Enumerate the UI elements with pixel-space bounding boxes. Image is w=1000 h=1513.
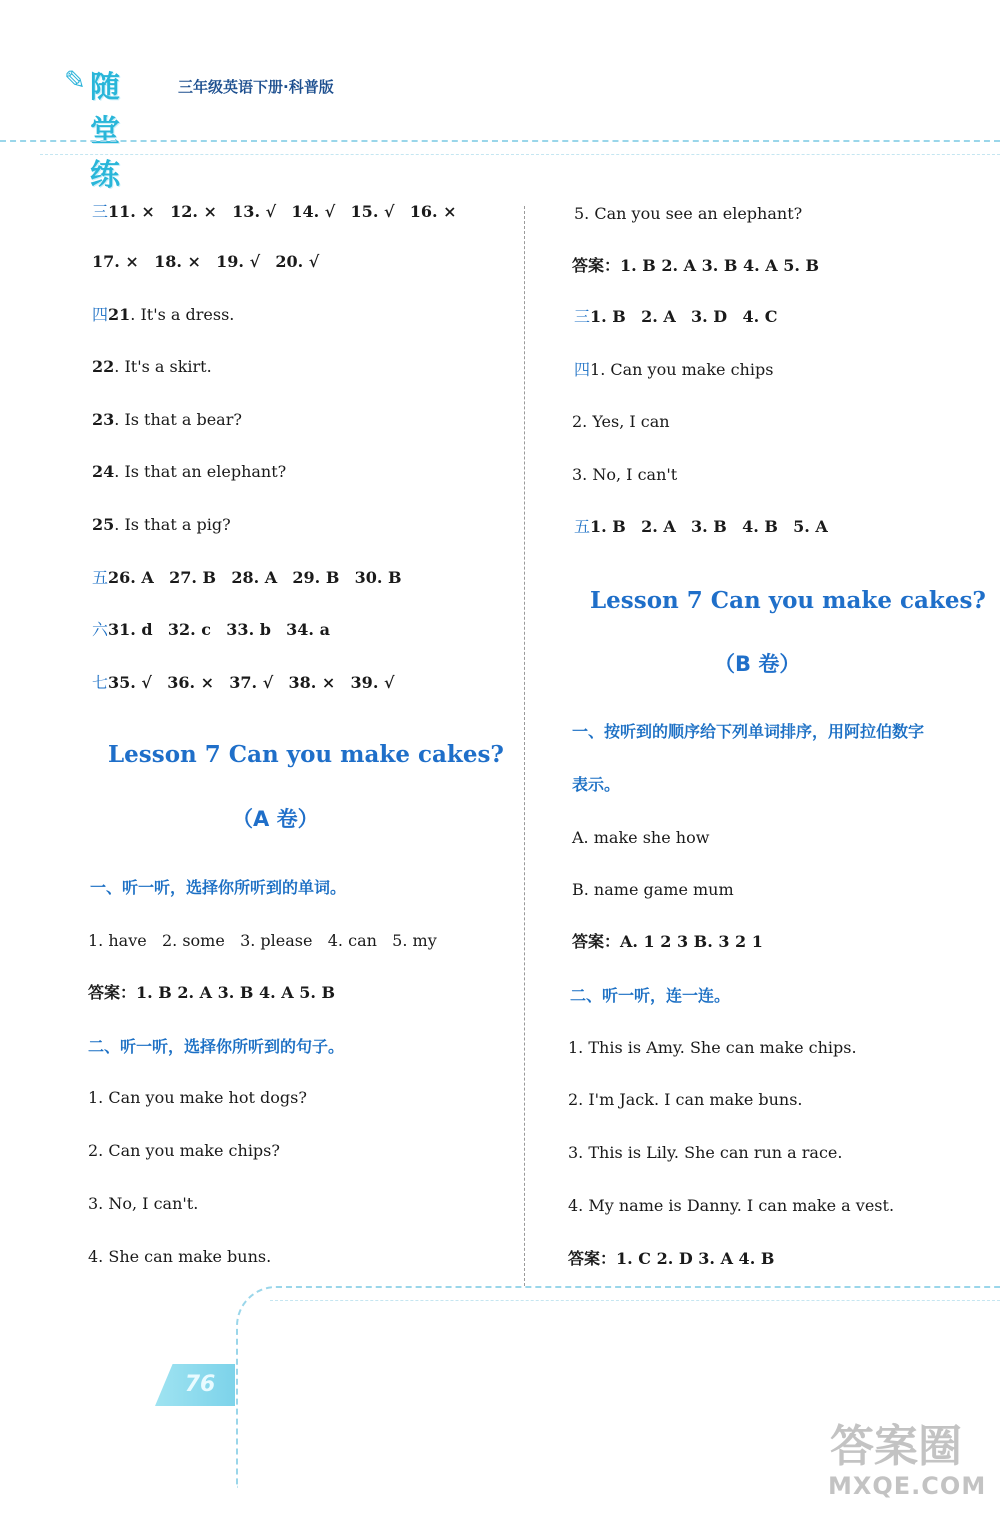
answer-row-san-2: [92, 252, 319, 272]
section-number: 三: [92, 202, 109, 221]
list-item: 1. have: [88, 931, 147, 950]
word-list: [88, 931, 437, 951]
answer-item: 17. ×: [92, 252, 139, 271]
word-row-b: B. name game mum: [572, 880, 734, 899]
answer-item: 30. B: [354, 568, 402, 587]
answer-item: 26. A: [108, 568, 154, 587]
lesson-title-a: Lesson 7 Can you make cakes?: [108, 741, 504, 768]
footer-divider: [270, 1300, 1000, 1301]
word-row-a: A. make she how: [572, 828, 710, 847]
list-item: 1. Can you make hot dogs?: [88, 1088, 307, 1107]
section-heading: 二、听一听，连一连。: [570, 986, 731, 1005]
list-item: 3. please: [240, 931, 313, 950]
item-number: 21: [108, 305, 131, 324]
list-item: 1. This is Amy. She can make chips.: [568, 1038, 857, 1057]
answer-item: 14. √: [291, 202, 336, 221]
list-item: 2. some: [161, 931, 225, 950]
answer-item: 15. √: [350, 202, 395, 221]
item-number: 24: [92, 462, 115, 481]
answer-line: 答案：1. C 2. D 3. A 4. B: [568, 1249, 775, 1268]
header-divider-secondary: [40, 154, 1000, 155]
answer-item: 39. √: [350, 673, 395, 692]
list-item: 4. can: [327, 931, 377, 950]
answer-row-25: 25. Is that a pig?: [92, 515, 231, 534]
page-number: 76: [184, 1372, 216, 1397]
section-number: 五: [574, 517, 591, 536]
answer-item: 35. √: [108, 673, 152, 692]
answer-item: 3. D: [691, 307, 728, 326]
answer-item: 37. √: [229, 673, 274, 692]
section-number: 六: [92, 620, 109, 639]
answer-item: 19. √: [216, 252, 261, 271]
list-item: 4. She can make buns.: [88, 1247, 272, 1266]
list-item: 4. My name is Danny. I can make a vest.: [568, 1196, 895, 1215]
section-heading-cont: 表示。: [572, 775, 621, 794]
answer-item: 5. A: [793, 517, 828, 536]
answer-row-24: 24. Is that an elephant?: [92, 462, 287, 481]
item-number: 25: [92, 515, 115, 534]
answer-item: 1. B: [590, 517, 626, 536]
answer-row-san-right: [574, 307, 777, 327]
answer-text: It's a dress.: [140, 305, 235, 324]
answer-item: 13. √: [232, 202, 277, 221]
paper-title-a: （A 卷）: [232, 807, 319, 831]
lesson-title-b: Lesson 7 Can you make cakes?: [590, 587, 986, 614]
answer-item: 3. B: [691, 517, 727, 536]
list-item: 5. my: [392, 931, 437, 950]
answer-item: 1. B: [590, 307, 626, 326]
section-number: 四: [574, 360, 591, 379]
watermark-text: 答案圈: [830, 1421, 962, 1472]
list-item: 3. This is Lily. She can run a race.: [568, 1143, 843, 1162]
answer-row-wu-right: [574, 517, 828, 537]
answer-row-si-right: [574, 360, 773, 380]
answer-item: 38. ×: [288, 673, 336, 692]
list-item: 3. No, I can't: [572, 465, 678, 484]
watermark-url: MXQE.COM: [828, 1472, 987, 1500]
item-number: 22: [92, 357, 115, 376]
answer-line: 答案：1. B 2. A 3. B 4. A 5. B: [88, 983, 336, 1002]
list-item: 2. Can you make chips?: [88, 1141, 280, 1160]
list-item: 2. I'm Jack. I can make buns.: [568, 1090, 803, 1109]
answer-text: Is that a bear?: [124, 410, 242, 429]
answer-item: 12. ×: [170, 202, 217, 221]
section-number: 三: [574, 307, 591, 326]
answer-row-liu: [92, 620, 330, 640]
answer-text: 1. Can you make chips: [590, 360, 774, 379]
answer-item: 2. A: [641, 517, 676, 536]
watermark-logo: [820, 1410, 990, 1510]
brand-logo: 随堂练: [90, 70, 121, 193]
answer-item: 31. d: [108, 620, 153, 639]
section-number: 七: [92, 673, 109, 692]
answer-row-23: 23. Is that a bear?: [92, 410, 242, 429]
section-number: 四: [92, 305, 109, 324]
answer-line: 答案：A. 1 2 3 B. 3 2 1: [572, 932, 763, 951]
list-item: 5. Can you see an elephant?: [574, 204, 803, 223]
header-divider: [0, 140, 1000, 142]
answer-item: 29. B: [292, 568, 340, 587]
answer-row-san: [92, 202, 457, 222]
section-heading: 一、听一听，选择你所听到的单词。: [90, 878, 347, 897]
answer-item: 36. ×: [167, 673, 215, 692]
section-heading: 二、听一听，选择你所听到的句子。: [88, 1037, 345, 1056]
answer-item: 32. c: [167, 620, 212, 639]
pen-icon: ✎: [64, 66, 86, 96]
item-number: 23: [92, 410, 115, 429]
answer-text: It's a skirt.: [124, 357, 212, 376]
answer-item: 4. B: [742, 517, 778, 536]
answer-row-wu: [92, 568, 402, 588]
answer-item: 18. ×: [154, 252, 201, 271]
answer-item: 34. a: [286, 620, 330, 639]
section-heading: 一、按听到的顺序给下列单词排序，用阿拉伯数字: [572, 722, 925, 741]
answer-text: Is that a pig?: [124, 515, 231, 534]
paper-title-b: （B 卷）: [714, 652, 801, 676]
list-item: 3. No, I can't.: [88, 1194, 199, 1213]
answer-item: 27. B: [169, 568, 217, 587]
answer-text: Is that an elephant?: [124, 462, 287, 481]
answer-item: 16. ×: [409, 202, 457, 221]
answer-row-qi: [92, 673, 394, 693]
book-subtitle: 三年级英语下册·科普版: [178, 78, 334, 96]
section-number: 五: [92, 568, 109, 587]
answer-item: 20. √: [275, 252, 320, 271]
answer-item: 2. A: [641, 307, 676, 326]
answer-row-22: 22. It's a skirt.: [92, 357, 212, 376]
answer-row-si: 四21. It's a dress.: [92, 305, 235, 324]
answer-item: 11. ×: [108, 202, 155, 221]
list-item: 2. Yes, I can: [572, 412, 670, 431]
column-divider: [524, 206, 525, 1286]
answer-line: 答案：1. B 2. A 3. B 4. A 5. B: [572, 256, 820, 275]
answer-item: 4. C: [742, 307, 778, 326]
answer-item: 28. A: [231, 568, 278, 587]
answer-item: 33. b: [226, 620, 271, 639]
